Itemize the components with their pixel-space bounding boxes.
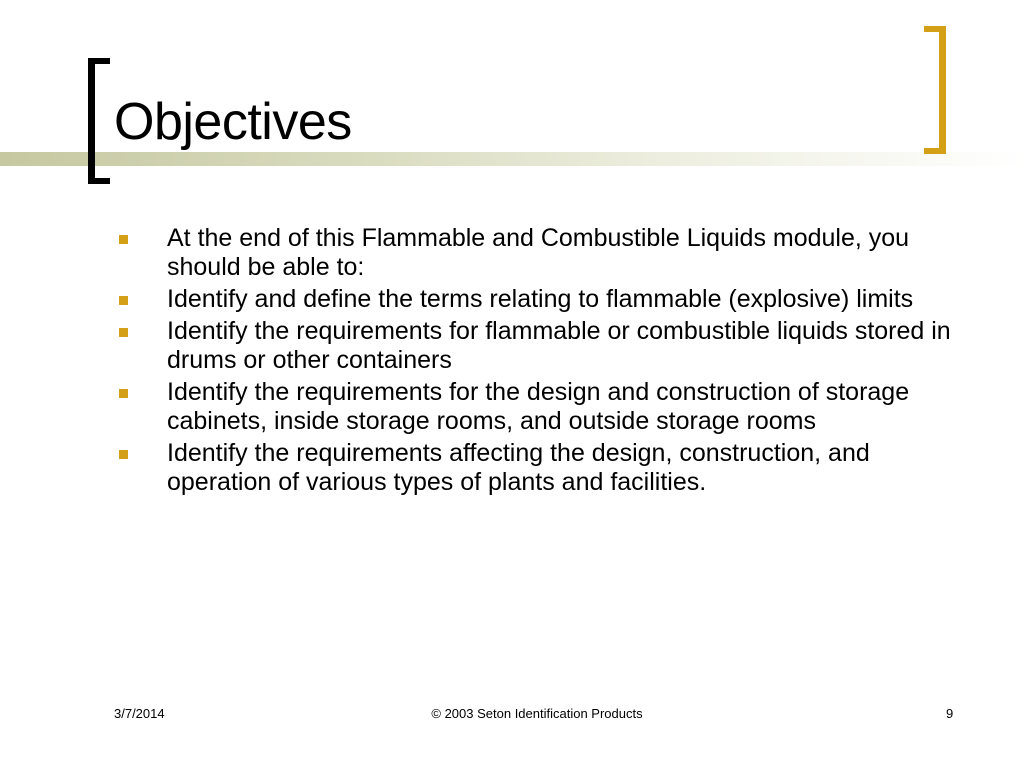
- page-number: 9: [946, 706, 954, 721]
- square-bullet-icon: [119, 296, 128, 305]
- bullet-text: Identify the requirements for the design and construction of storage cabinets, inside storage rooms, and outside storage rooms: [167, 378, 910, 435]
- bullet-text: Identify the requirements for flammable or combustible liquids stored in drums or other containers: [167, 317, 951, 374]
- slide-title: Objectives: [114, 93, 352, 151]
- title-band: [0, 152, 1024, 166]
- square-bullet-icon: [119, 450, 128, 459]
- square-bullet-icon: [119, 389, 128, 398]
- bullet-item: [118, 378, 958, 436]
- square-bullet-icon: [119, 235, 128, 244]
- bullet-item: [118, 224, 958, 282]
- bullet-text: Identify and define the terms relating to flammable (explosive) limits: [167, 285, 914, 313]
- bullet-item: [118, 317, 958, 375]
- left-bracket-decoration: [88, 58, 110, 184]
- bullet-list: [118, 224, 958, 500]
- footer-copyright: © 2003 Seton Identification Products: [431, 706, 643, 721]
- footer-date: 3/7/2014: [114, 706, 165, 721]
- square-bullet-icon: [119, 328, 128, 337]
- bullet-item: [118, 439, 958, 497]
- bullet-item: [118, 285, 958, 314]
- bullet-text: At the end of this Flammable and Combustible Liquids module, you should be able to:: [167, 224, 910, 281]
- bullet-text: Identify the requirements affecting the design, construction, and operation of various types of plants and facilities.: [167, 439, 870, 496]
- right-bracket-decoration: [924, 26, 946, 154]
